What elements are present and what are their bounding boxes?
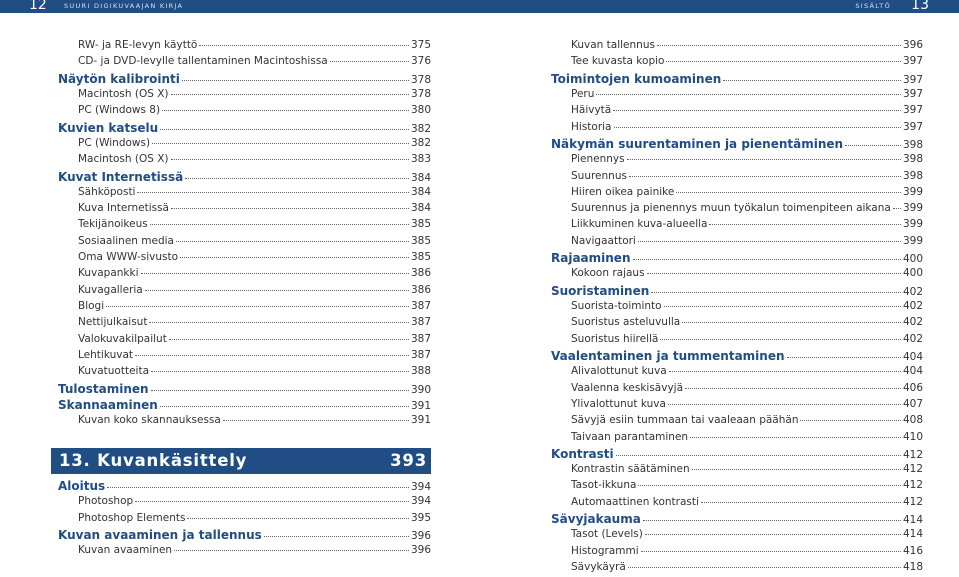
toc-entry-title: Pienennys	[571, 153, 625, 166]
toc-dot-leader	[141, 273, 409, 274]
toc-dot-leader	[106, 306, 409, 307]
toc-entry-page: 412	[902, 463, 923, 476]
toc-subsection-entry	[551, 121, 923, 137]
toc-entry-title: PC (Windows 8)	[78, 104, 161, 117]
toc-entry-page: 407	[902, 397, 923, 410]
toc-entry-page: 404	[902, 365, 923, 378]
toc-subsection-entry	[58, 333, 431, 349]
toc-dot-leader	[701, 502, 901, 503]
toc-subsection-entry	[551, 463, 923, 479]
toc-entry-page: 397	[902, 55, 923, 68]
toc-dot-leader	[180, 257, 409, 258]
toc-dot-leader	[669, 371, 901, 372]
toc-dot-leader	[107, 487, 409, 488]
toc-subsection-entry	[551, 267, 923, 283]
toc-entry-page: 394	[410, 495, 431, 508]
toc-entry-title: Kuvatuotteita	[78, 365, 150, 378]
toc-entry-page: 402	[902, 332, 923, 345]
toc-entry-title: PC (Windows)	[78, 136, 151, 149]
toc-entry-page: 408	[902, 414, 923, 427]
toc-entry-title: Suoristus asteluvulla	[571, 316, 681, 329]
toc-entry-page: 399	[902, 218, 923, 231]
toc-dot-leader	[171, 94, 409, 95]
toc-subsection-entry	[58, 137, 431, 153]
toc-subsection-entry	[58, 316, 431, 332]
toc-entry-page: 412	[902, 448, 923, 461]
toc-dot-leader	[145, 290, 409, 291]
toc-entry-title: Alivalottunut kuva	[571, 365, 667, 378]
toc-entry-page: 384	[410, 171, 431, 184]
toc-dot-leader	[893, 208, 901, 209]
toc-entry-page: 382	[410, 122, 431, 135]
toc-subsection-entry	[551, 365, 923, 381]
toc-entry-page: 406	[902, 381, 923, 394]
toc-entry-page: 398	[902, 153, 923, 166]
toc-entry-title: Kuvan tallennus	[571, 39, 655, 51]
toc-subsection-entry	[58, 544, 431, 560]
toc-subsection-entry	[58, 365, 431, 381]
toc-entry-title: Kuvan avaaminen	[78, 544, 173, 557]
toc-entry-title: Tee kuvasta kopio	[571, 55, 665, 68]
toc-dot-leader	[651, 292, 901, 293]
toc-subsection-entry	[58, 284, 431, 300]
toc-dot-leader	[645, 534, 901, 535]
toc-subsection-entry	[58, 153, 431, 169]
toc-dot-leader	[633, 259, 901, 260]
toc-dot-leader	[643, 520, 901, 521]
toc-section-entry	[58, 170, 431, 186]
toc-dot-leader	[182, 80, 409, 81]
toc-left-column-after-chapter	[58, 479, 431, 561]
toc-section-entry	[58, 72, 431, 88]
toc-entry-page: 397	[902, 104, 923, 117]
toc-entry-page: 385	[410, 218, 431, 231]
toc-entry-title: CD- ja DVD-levylle tallentaminen Macintoshissa	[78, 55, 328, 68]
toc-section-entry	[58, 382, 431, 398]
toc-dot-leader	[664, 306, 901, 307]
toc-entry-title: Automaattinen kontrasti	[571, 495, 699, 508]
toc-dot-leader	[160, 406, 409, 407]
toc-entry-title: Liikkuminen kuva-alueella	[571, 218, 708, 231]
toc-subsection-entry	[58, 349, 431, 365]
toc-entry-page: 402	[902, 300, 923, 312]
toc-entry-title: Näkymän suurentaminen ja pienentäminen	[551, 136, 844, 151]
toc-entry-title: Kuvagalleria	[78, 283, 143, 296]
toc-entry-title: Tasot (Levels)	[571, 528, 643, 541]
toc-dot-leader	[614, 127, 901, 128]
toc-entry-page: 398	[902, 169, 923, 182]
toc-entry-page: 380	[410, 104, 431, 117]
toc-entry-title: Sähköposti	[78, 185, 136, 198]
toc-entry-title: Oma WWW-sivusto	[78, 251, 179, 264]
toc-entry-title: Suoristaminen	[551, 283, 650, 298]
toc-right-column	[551, 39, 923, 577]
toc-entry-page: 414	[902, 528, 923, 541]
toc-dot-leader	[800, 420, 900, 421]
toc-subsection-entry	[551, 170, 923, 186]
toc-entry-title: Macintosh (OS X)	[78, 153, 169, 166]
chapter-heading	[51, 448, 431, 474]
toc-section-entry	[551, 512, 923, 528]
toc-subsection-entry	[551, 316, 923, 332]
toc-dot-leader	[135, 355, 409, 356]
toc-subsection-entry	[58, 88, 431, 104]
toc-dot-leader	[627, 159, 901, 160]
toc-entry-page: 385	[410, 234, 431, 247]
toc-entry-page: 382	[410, 136, 431, 149]
toc-entry-title: Aloitus	[58, 479, 106, 493]
toc-subsection-entry	[551, 382, 923, 398]
toc-subsection-entry	[551, 235, 923, 251]
toc-entry-title: Kuvan avaaminen ja tallennus	[58, 527, 262, 542]
toc-section-entry	[58, 528, 431, 544]
toc-dot-leader	[638, 485, 901, 486]
toc-entry-title: Suoristus hiirellä	[571, 332, 659, 345]
toc-entry-title: Tulostaminen	[58, 381, 149, 396]
toc-entry-title: Photoshop	[78, 495, 134, 508]
toc-dot-leader	[709, 224, 900, 225]
toc-subsection-entry	[551, 333, 923, 349]
toc-entry-title: Nettijulkaisut	[78, 316, 148, 329]
toc-entry-page: 387	[410, 348, 431, 361]
left-page-header	[0, 0, 480, 13]
toc-subsection-entry	[58, 414, 431, 430]
toc-dot-leader	[723, 80, 901, 81]
toc-entry-title: Näytön kalibrointi	[58, 71, 180, 86]
toc-subsection-entry	[551, 414, 923, 430]
toc-entry-page: 383	[410, 153, 431, 166]
toc-dot-leader	[135, 501, 409, 502]
toc-left-column	[58, 39, 431, 431]
toc-entry-page: 390	[410, 383, 431, 396]
toc-entry-title: Blogi	[78, 300, 105, 312]
toc-entry-page: 400	[902, 267, 923, 280]
toc-subsection-entry	[551, 153, 923, 169]
toc-subsection-entry	[58, 512, 431, 528]
toc-entry-page: 394	[410, 481, 431, 493]
toc-entry-title: Kontrasti	[551, 446, 614, 461]
toc-entry-page: 397	[902, 120, 923, 133]
toc-entry-page: 387	[410, 316, 431, 329]
toc-dot-leader	[199, 45, 409, 46]
toc-dot-leader	[628, 567, 901, 568]
chapter-page: 393	[390, 451, 427, 470]
toc-dot-leader	[174, 550, 409, 551]
toc-entry-title: Suurennus ja pienennys muun työkalun toimenpiteen aikana	[571, 202, 891, 215]
toc-dot-leader	[647, 273, 901, 274]
left-page-number: 12	[29, 0, 47, 13]
toc-dot-leader	[641, 551, 901, 552]
toc-subsection-entry	[551, 431, 923, 447]
toc-entry-title: Tekijänoikeus	[78, 218, 148, 231]
toc-entry-page: 397	[902, 73, 923, 86]
toc-entry-page: 395	[410, 511, 431, 524]
toc-entry-title: Rajaaminen	[551, 251, 631, 266]
toc-dot-leader	[169, 339, 409, 340]
toc-entry-title: Histogrammi	[571, 544, 639, 557]
toc-subsection-entry	[58, 104, 431, 120]
toc-subsection-entry	[551, 202, 923, 218]
toc-subsection-entry	[551, 545, 923, 561]
toc-entry-page: 378	[410, 87, 431, 100]
toc-entry-title: Peru	[571, 87, 595, 100]
toc-dot-leader	[845, 145, 901, 146]
toc-entry-title: Häivytä	[571, 104, 612, 117]
toc-dot-leader	[676, 192, 901, 193]
toc-section-entry	[551, 72, 923, 88]
toc-dot-leader	[171, 159, 409, 160]
toc-entry-page: 396	[410, 544, 431, 557]
toc-dot-leader	[657, 45, 901, 46]
toc-subsection-entry	[551, 218, 923, 234]
toc-subsection-entry	[551, 39, 923, 55]
toc-entry-page: 399	[902, 202, 923, 215]
toc-section-entry	[551, 284, 923, 300]
toc-subsection-entry	[551, 300, 923, 316]
toc-dot-leader	[176, 241, 409, 242]
toc-dot-leader	[666, 61, 901, 62]
toc-entry-page: 404	[902, 350, 923, 363]
toc-dot-leader	[149, 322, 409, 323]
toc-entry-title: Kontrastin säätäminen	[571, 463, 690, 476]
toc-dot-leader	[171, 208, 409, 209]
toc-subsection-entry	[551, 528, 923, 544]
toc-dot-leader	[264, 536, 409, 537]
toc-dot-leader	[137, 192, 408, 193]
toc-dot-leader	[682, 322, 901, 323]
toc-dot-leader	[638, 241, 901, 242]
toc-entry-page: 387	[410, 300, 431, 312]
toc-entry-page: 414	[902, 514, 923, 527]
toc-dot-leader	[151, 371, 409, 372]
toc-entry-page: 396	[902, 39, 923, 51]
toc-entry-page: 391	[410, 399, 431, 412]
toc-entry-page: 396	[410, 529, 431, 542]
toc-entry-page: 397	[902, 87, 923, 100]
toc-entry-page: 398	[902, 138, 923, 151]
toc-subsection-entry	[551, 55, 923, 71]
toc-dot-leader	[223, 420, 409, 421]
toc-dot-leader	[330, 61, 409, 62]
toc-entry-title: Vaalentaminen ja tummentaminen	[551, 348, 785, 363]
toc-entry-title: Kuvan koko skannauksessa	[78, 414, 221, 427]
toc-entry-page: 384	[410, 202, 431, 215]
toc-entry-page: 386	[410, 283, 431, 296]
toc-entry-page: 402	[902, 285, 923, 298]
toc-entry-title: Kuva Internetissä	[78, 202, 169, 215]
toc-subsection-entry	[551, 186, 923, 202]
toc-entry-page: 399	[902, 185, 923, 198]
toc-entry-page: 412	[902, 479, 923, 492]
toc-dot-leader	[152, 143, 409, 144]
toc-subsection-entry	[58, 218, 431, 234]
toc-dot-leader	[596, 94, 901, 95]
toc-subsection-entry	[551, 561, 923, 577]
toc-entry-title: Photoshop Elements	[78, 511, 186, 524]
toc-subsection-entry	[58, 39, 431, 55]
toc-dot-leader	[660, 339, 901, 340]
toc-entry-title: Taivaan parantaminen	[571, 430, 689, 443]
toc-dot-leader	[787, 357, 901, 358]
right-page-number: 13	[911, 0, 929, 13]
toc-dot-leader	[690, 437, 901, 438]
toc-subsection-entry	[58, 300, 431, 316]
toc-dot-leader	[616, 455, 901, 456]
toc-subsection-entry	[551, 479, 923, 495]
toc-entry-page: 391	[410, 414, 431, 427]
right-page-header	[480, 0, 959, 13]
chapter-title: 13. Kuvankäsittely	[59, 451, 248, 470]
toc-section-entry	[58, 398, 431, 414]
toc-entry-title: Valokuvakilpailut	[78, 332, 167, 345]
toc-entry-page: 388	[410, 365, 431, 378]
toc-entry-page: 376	[410, 55, 431, 68]
toc-entry-title: Lehtikuvat	[78, 348, 133, 361]
toc-subsection-entry	[58, 251, 431, 267]
toc-entry-title: Kokoon rajaus	[571, 267, 645, 280]
toc-entry-title: Suurennus	[571, 169, 627, 182]
toc-entry-page: 386	[410, 267, 431, 280]
toc-entry-page: 387	[410, 332, 431, 345]
toc-dot-leader	[162, 110, 409, 111]
toc-entry-title: Macintosh (OS X)	[78, 87, 169, 100]
toc-entry-page: 416	[902, 544, 923, 557]
toc-dot-leader	[187, 518, 409, 519]
toc-entry-title: RW- ja RE-levyn käyttö	[78, 39, 198, 51]
toc-section-entry	[58, 121, 431, 137]
toc-entry-title: Sävyjä esiin tummaan tai vaaleaan päähän	[571, 414, 799, 427]
toc-section-entry	[551, 447, 923, 463]
toc-subsection-entry	[551, 104, 923, 120]
toc-dot-leader	[685, 388, 901, 389]
toc-entry-title: Hiiren oikea painike	[571, 185, 675, 198]
right-running-title: SISÄLTÖ	[855, 2, 891, 10]
toc-dot-leader	[151, 390, 409, 391]
toc-section-entry	[551, 137, 923, 153]
toc-entry-page: 410	[902, 430, 923, 443]
toc-entry-title: Sosiaalinen media	[78, 234, 174, 247]
toc-section-entry	[551, 349, 923, 365]
toc-subsection-entry	[58, 267, 431, 283]
toc-dot-leader	[692, 469, 901, 470]
toc-entry-title: Tasot-ikkuna	[571, 479, 637, 492]
toc-entry-page: 375	[410, 39, 431, 51]
toc-entry-page: 399	[902, 234, 923, 247]
toc-section-entry	[58, 479, 431, 495]
toc-entry-title: Navigaattori	[571, 234, 636, 247]
toc-entry-title: Kuvat Internetissä	[58, 169, 184, 184]
toc-subsection-entry	[58, 202, 431, 218]
toc-entry-title: Ylivalottunut kuva	[571, 397, 666, 410]
toc-entry-page: 402	[902, 316, 923, 329]
toc-subsection-entry	[551, 88, 923, 104]
toc-subsection-entry	[58, 495, 431, 511]
toc-entry-title: Historia	[571, 120, 612, 133]
toc-dot-leader	[150, 224, 409, 225]
toc-entry-title: Skannaaminen	[58, 397, 158, 412]
left-running-title: SUURI DIGIKUVAAJAN KIRJA	[64, 2, 184, 10]
toc-subsection-entry	[551, 496, 923, 512]
toc-dot-leader	[629, 176, 901, 177]
toc-entry-title: Sävykäyrä	[571, 561, 626, 573]
toc-dot-leader	[668, 404, 901, 405]
toc-entry-page: 378	[410, 73, 431, 86]
toc-entry-page: 384	[410, 185, 431, 198]
toc-subsection-entry	[58, 235, 431, 251]
toc-subsection-entry	[58, 186, 431, 202]
toc-section-entry	[551, 251, 923, 267]
toc-entry-page: 385	[410, 251, 431, 264]
toc-entry-title: Vaalenna keskisävyjä	[571, 381, 684, 394]
toc-entry-title: Sävyjakauma	[551, 512, 641, 527]
toc-entry-title: Suorista-toiminto	[571, 300, 662, 312]
toc-dot-leader	[613, 110, 901, 111]
toc-entry-page: 400	[902, 253, 923, 266]
toc-subsection-entry	[551, 398, 923, 414]
toc-entry-title: Kuvien katselu	[58, 120, 159, 135]
toc-entry-title: Toimintojen kumoaminen	[551, 71, 722, 86]
toc-entry-title: Kuvapankki	[78, 267, 139, 280]
toc-entry-page: 412	[902, 495, 923, 508]
toc-dot-leader	[160, 129, 409, 130]
toc-entry-page: 418	[902, 561, 923, 573]
toc-dot-leader	[185, 178, 409, 179]
toc-subsection-entry	[58, 55, 431, 71]
